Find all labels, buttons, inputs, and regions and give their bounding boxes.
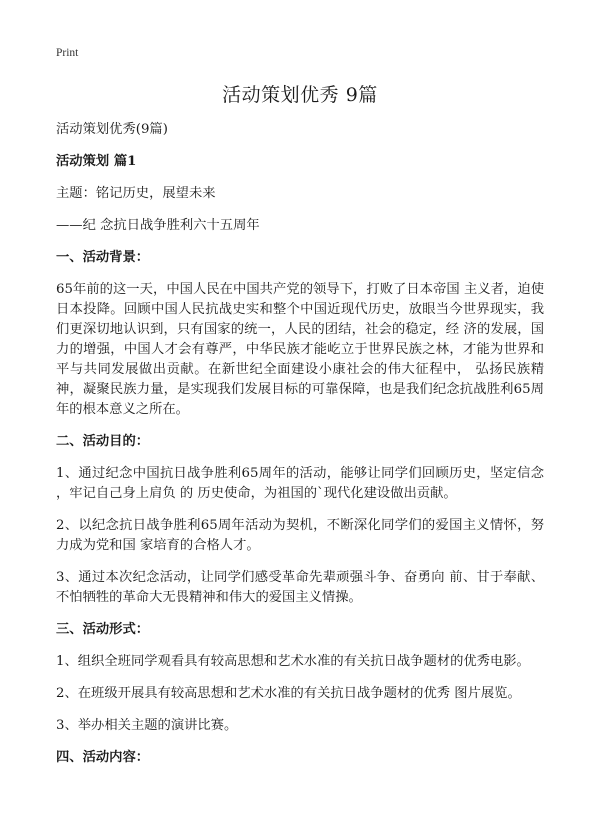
dedication-line: ——纪 念抗日战争胜利六十五周年 [56,218,260,233]
form-item: 3、举办相关主题的演讲比赛。 [56,718,238,733]
section-title: 活动策划 篇1 [56,154,137,169]
print-label: Print [56,47,79,59]
document-body [56,120,544,768]
background-paragraph: 65年前的这一天，中国人民在中国共产党的领导下，打败了日本帝国 主义者，迫使日本投降。回顾中国人民抗战史实和整个中国近现代历史，放眼当今世界现实，我们更深切地认识到，只有国家的统一，人民的团结，社会的稳定，经 济的发展，国力的增强，中国人才会有尊严，中华民族才能屹立于世界民族之林，才能为世界和平与共同发展做出贡献。在新世纪全面建设小康社会的伟大征程中， 弘扬民族精神，凝聚民族力量，是实现我们发展目标的可靠保障，也是我们纪念抗战胜利65周年的根本意义之所在。 [56,282,544,417]
purpose-item: 1、通过纪念中国抗日战争胜利65周年的活动，能够让同学们回顾历史，坚定信念 ，牢记自己身上肩负 的 历史使命，为祖国的`现代化建设做出贡献。 [56,466,544,501]
form-item: 2、在班级开展具有较高思想和艺术水准的有关抗日战争题材的优秀 图片展览。 [56,686,521,701]
purpose-item: 2、以纪念抗日战争胜利65周年活动为契机，不断深化同学们的爱国主义情怀，努力成为党和国 家培育的合格人才。 [56,518,544,553]
background-heading: 一、活动背景： [56,250,150,265]
document-subtitle: 活动策划优秀(9篇) [56,122,168,137]
form-heading: 三、活动形式： [56,622,150,637]
purpose-heading: 二、活动目的： [56,434,150,449]
content-heading: 四、活动内容： [56,750,150,765]
form-item: 1、组织全班同学观看具有较高思想和艺术水准的有关抗日战争题材的优秀电影。 [56,654,530,669]
document-title: 活动策划优秀 9篇 [222,84,378,106]
theme-line: 主题：铭记历史，展望未来 [56,186,216,201]
purpose-item: 3、通过本次纪念活动，让同学们感受革命先辈顽强斗争、奋勇向 前、甘于奉献、不怕牺牲的革命大无畏精神和伟大的爱国主义情操。 [56,570,544,605]
